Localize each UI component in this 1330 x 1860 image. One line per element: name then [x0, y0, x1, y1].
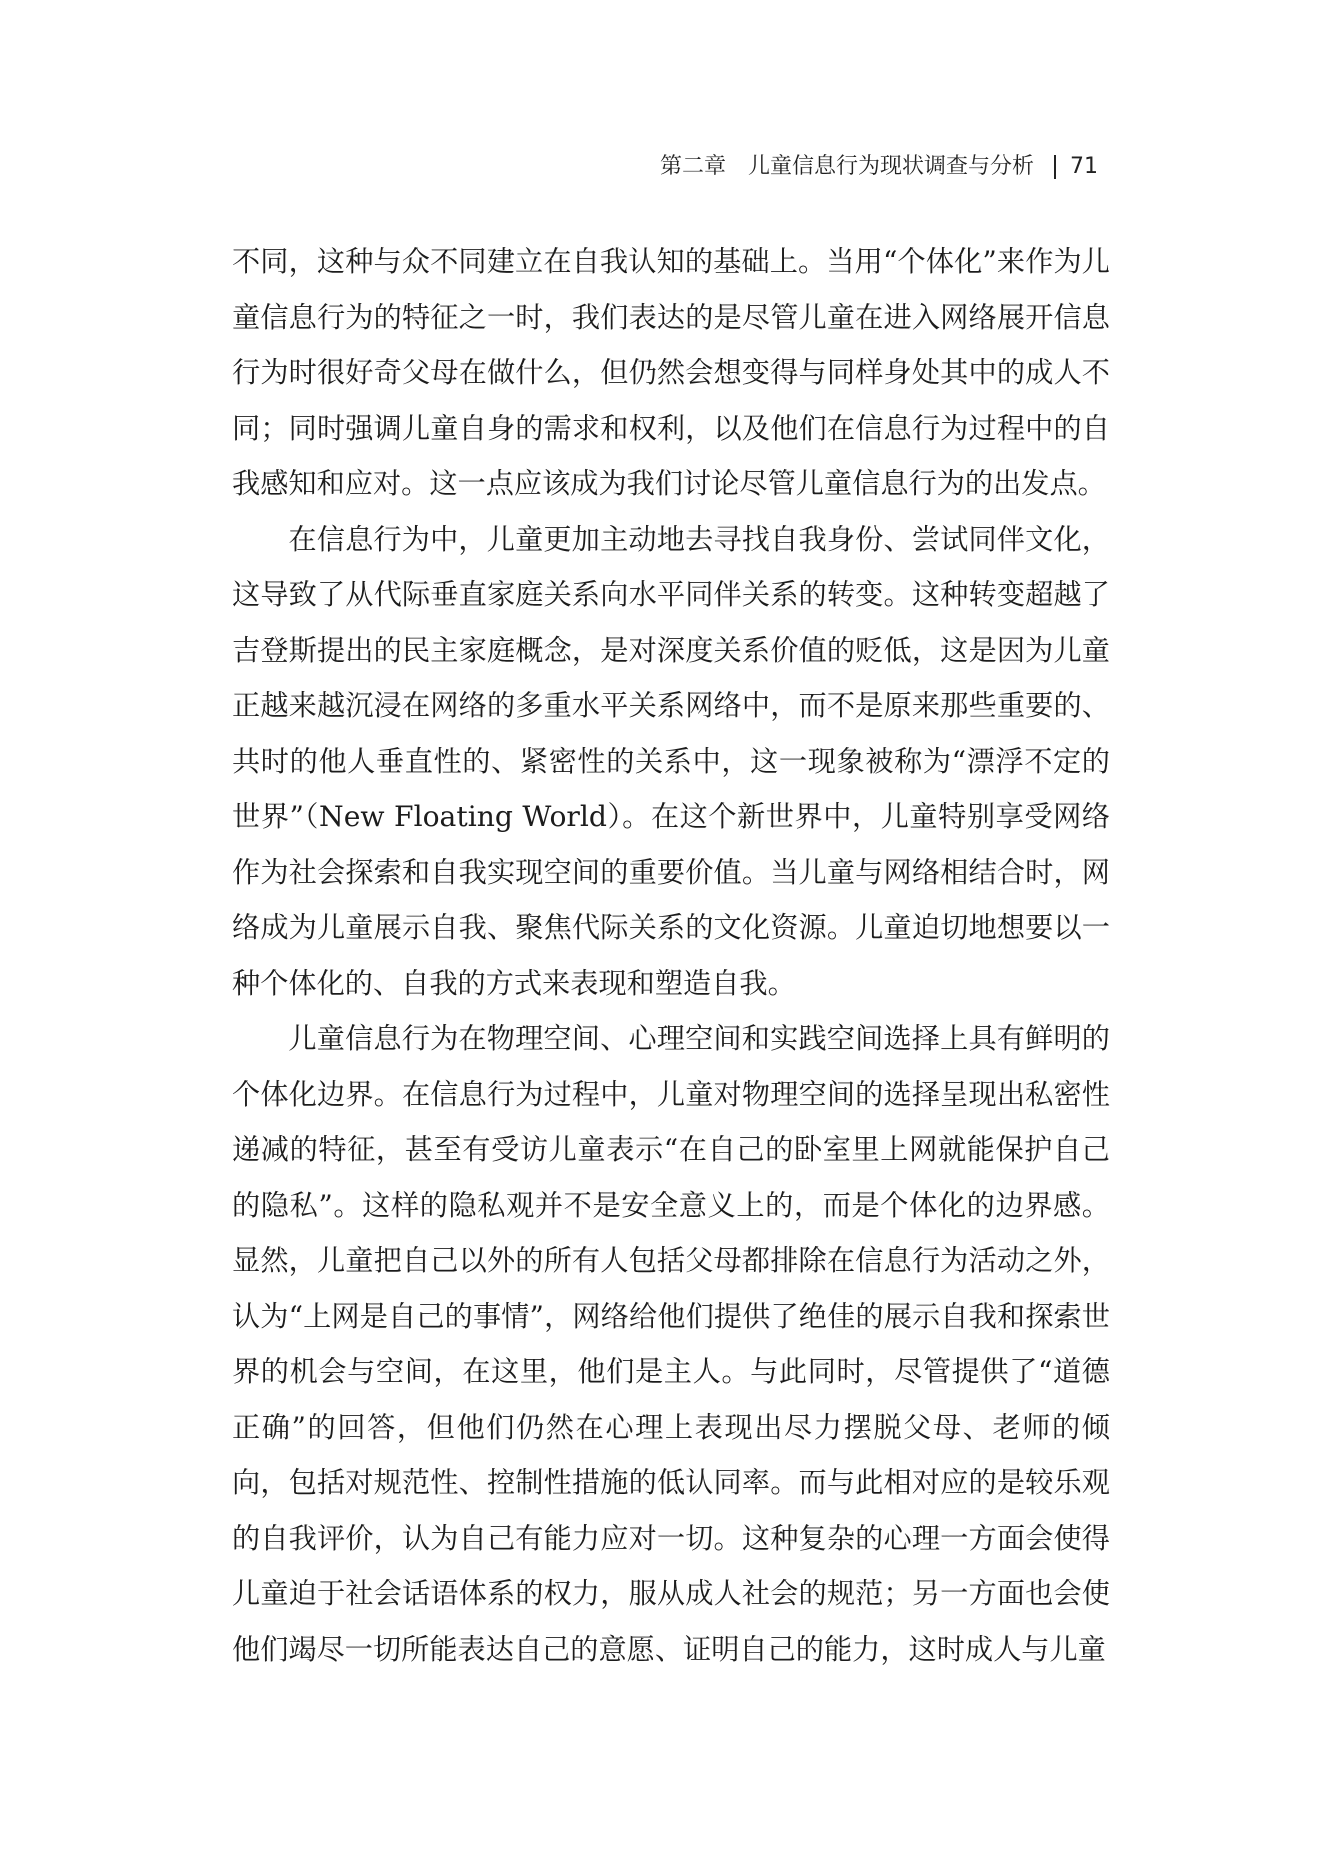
chapter-number: 第二章 — [659, 154, 726, 179]
chapter-title: 儿童信息行为现状调查与分析 — [747, 154, 1034, 179]
body-text — [232, 234, 1110, 1677]
paragraph: 儿童信息行为在物理空间、心理空间和实践空间选择上具有鲜明的个体化边界。在信息行为过程中，儿童对物理空间的选择呈现出私密性递减的特征，甚至有受访儿童表示“在自己的卧室里上网就能保护自己的隐私”。这样的隐私观并不是安全意义上的，而是个体化的边界感。显然，儿童把自己以外的所有人包括父母都排除在信息行为活动之外，认为“上网是自己的事情”，网络给他们提供了绝佳的展示自我和探索世界的机会与空间，在这里，他们是主人。与此同时，尽管提供了“道德正确”的回答，但他们仍然在心理上表现出尽力摆脱父母、老师的倾向，包括对规范性、控制性措施的低认同率。而与此相对应的是较乐观的自我评价，认为自己有能力应对一切。这种复杂的心理一方面会使得儿童迫于社会话语体系的权力，服从成人社会的规范；另一方面也会使他们竭尽一切所能表达自己的意愿、证明自己的能力，这时成人与儿童 — [232, 1022, 1110, 1666]
header-separator — [1054, 155, 1056, 179]
page-number: 71 — [1070, 154, 1098, 179]
running-header — [660, 152, 1098, 182]
paragraph: 不同，这种与众不同建立在自我认知的基础上。当用“个体化”来作为儿童信息行为的特征之一时，我们表达的是尽管儿童在进入网络展开信息行为时很好奇父母在做什么，但仍然会想变得与同样身处其中的成人不同；同时强调儿童自身的需求和权利，以及他们在信息行为过程中的自我感知和应对。这一点应该成为我们讨论尽管儿童信息行为的出发点。 — [232, 245, 1110, 500]
paragraph: 在信息行为中，儿童更加主动地去寻找自我身份、尝试同伴文化，这导致了从代际垂直家庭关系向水平同伴关系的转变。这种转变超越了吉登斯提出的民主家庭概念，是对深度关系价值的贬低，这是因为儿童正越来越沉浸在网络的多重水平关系网络中，而不是原来那些重要的、共时的他人垂直性的、紧密性的关系中，这一现象被称为“漂浮不定的世界”（New Floating World）。在这个新世界中，儿童特别享受网络作为社会探索和自我实现空间的重要价值。当儿童与网络相结合时，网络成为儿童展示自我、聚焦代际关系的文化资源。儿童迫切地想要以一种个体化的、自我的方式来表现和塑造自我。 — [232, 522, 1110, 1000]
